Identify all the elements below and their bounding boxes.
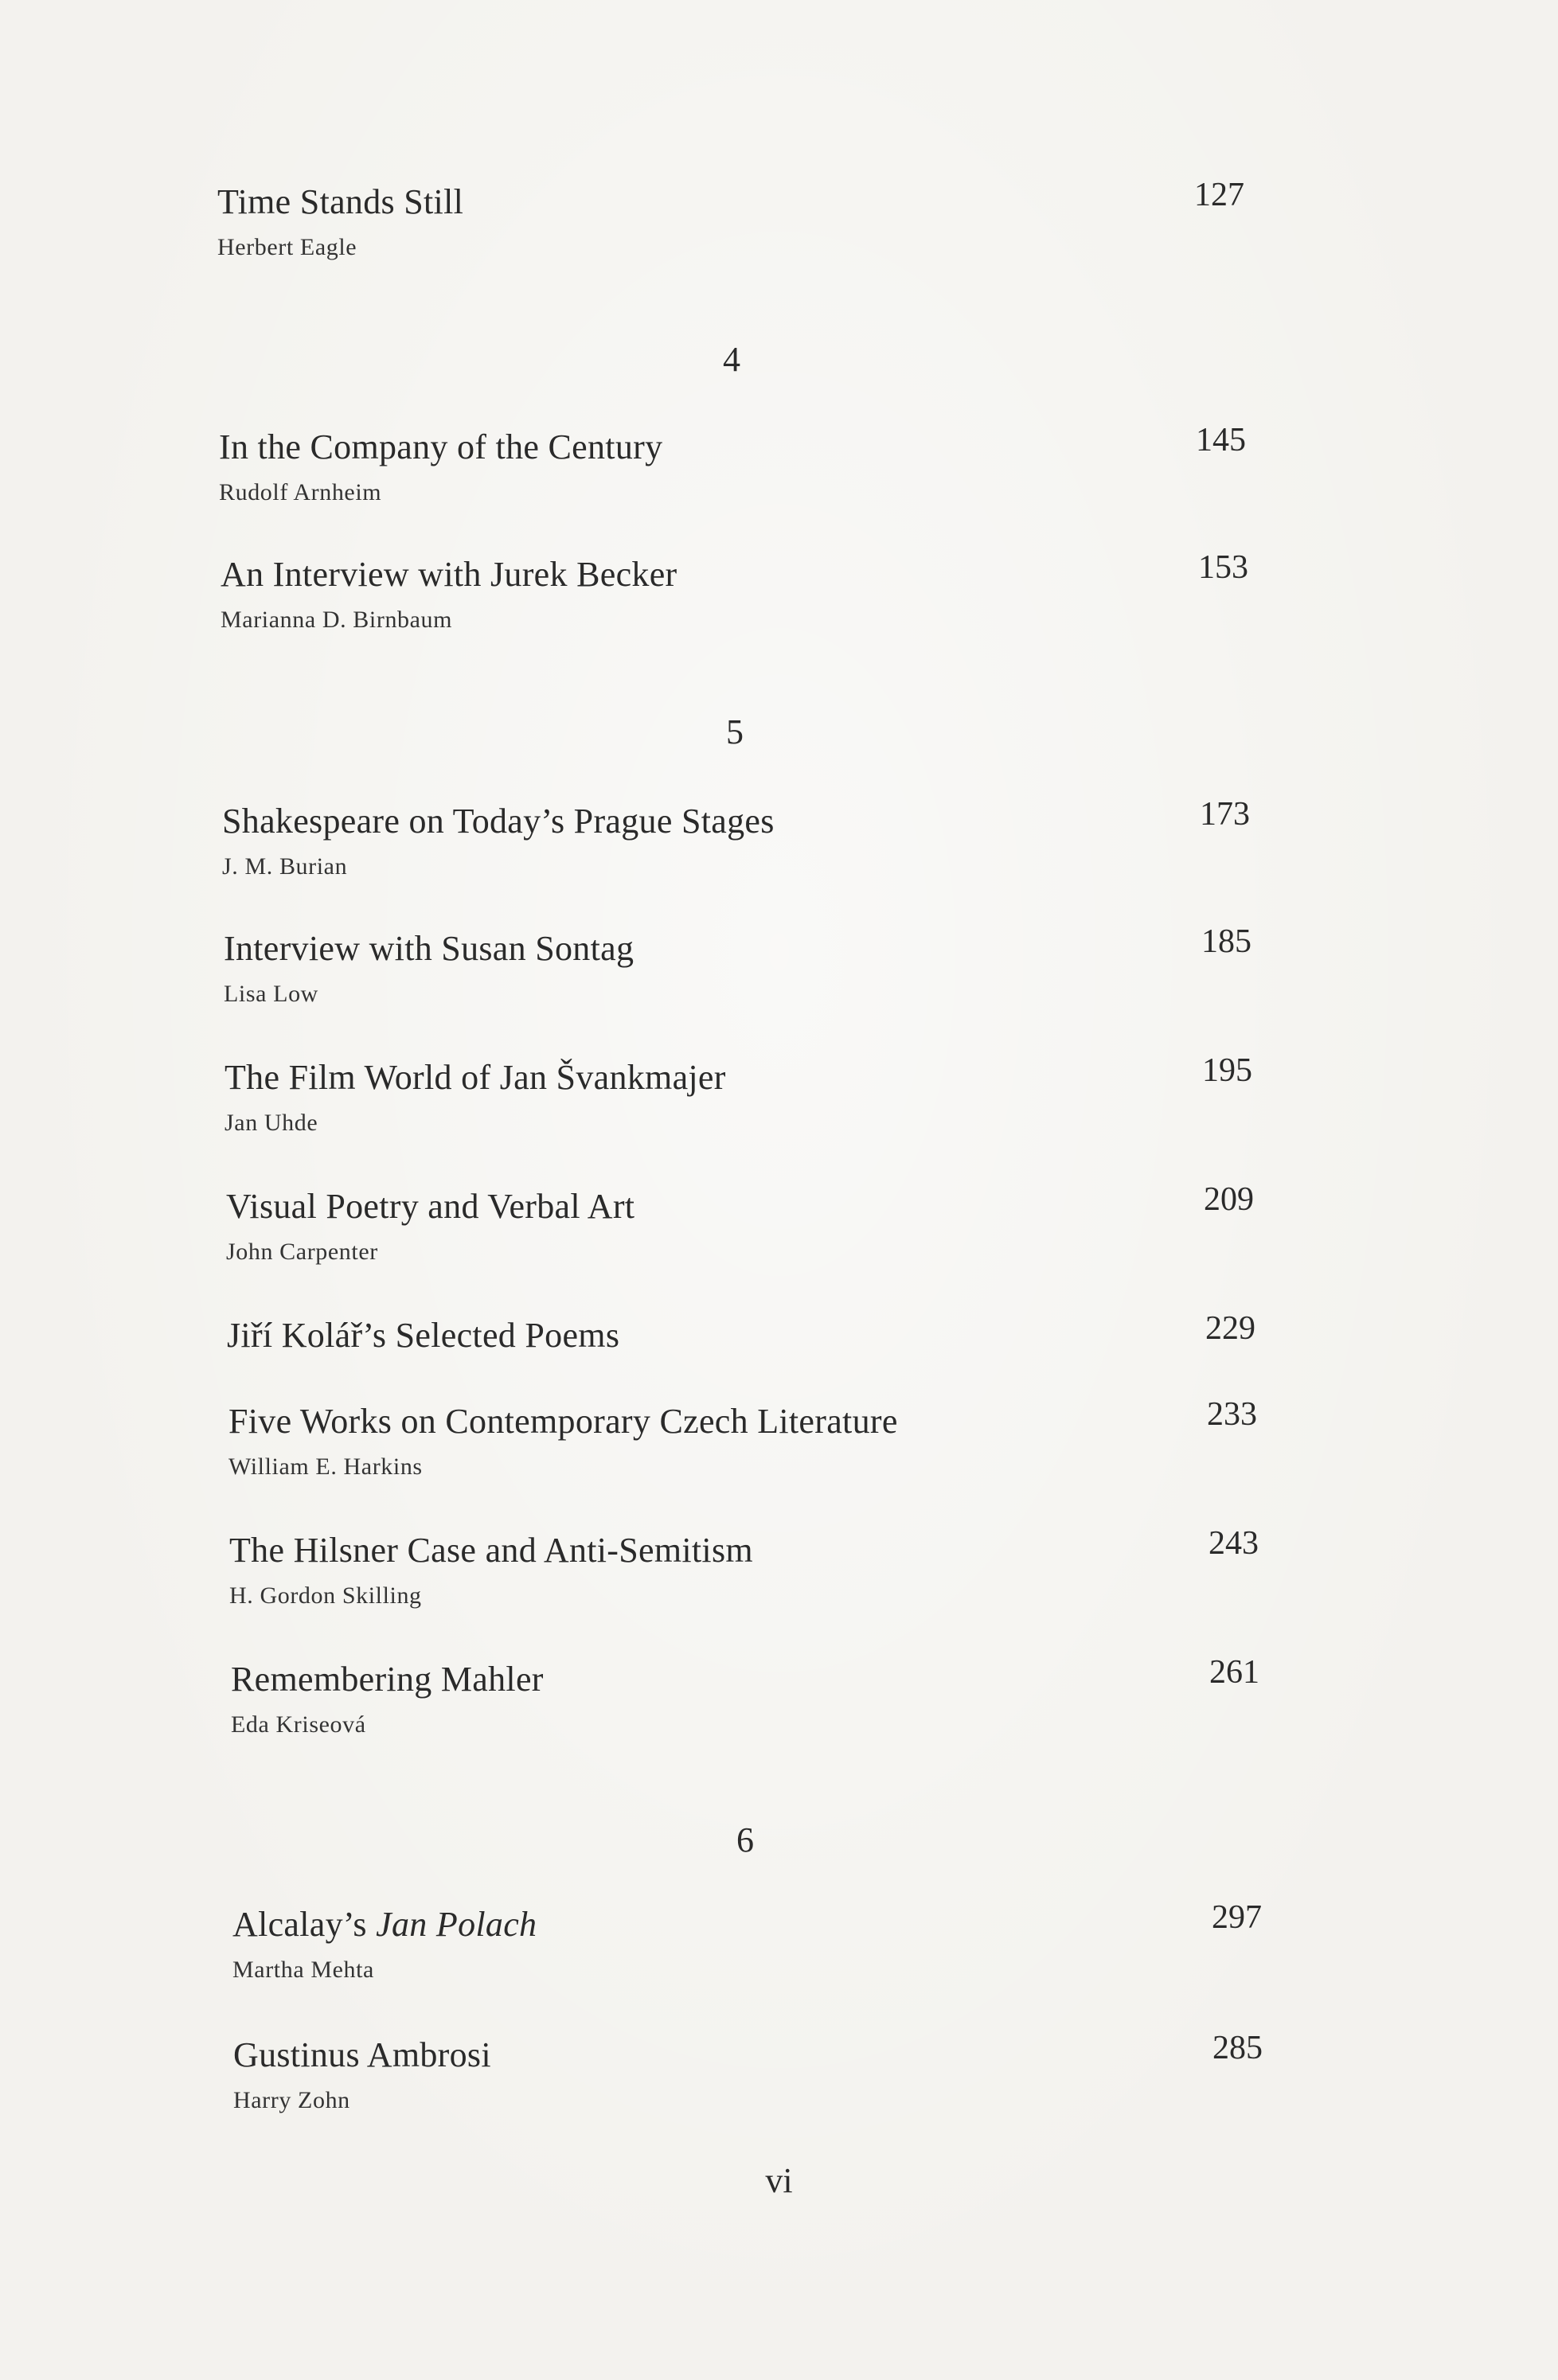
entry-title-italic: Jan Polach (376, 1905, 537, 1944)
entry-page-number: 209 (1204, 1181, 1254, 1218)
entry-author: John Carpenter (226, 1239, 378, 1265)
entry-page-number: 297 (1212, 1899, 1262, 1936)
entry-page-number: 233 (1207, 1396, 1257, 1433)
page-folio: vi (765, 2161, 793, 2200)
entry-author: Martha Mehta (232, 1957, 374, 1983)
entry-author: Harry Zohn (233, 2087, 350, 2113)
entry-title: Gustinus Ambrosi (233, 2035, 491, 2074)
entry-page-number: 195 (1202, 1052, 1252, 1089)
entry-title: The Film World of Jan Švankmajer (225, 1058, 726, 1097)
entry-page-number: 145 (1196, 422, 1246, 458)
entry-author: Marianna D. Birnbaum (221, 607, 453, 633)
entry-author: Rudolf Arnheim (219, 479, 382, 505)
entry-title: In the Company of the Century (219, 427, 663, 466)
entry-title: Interview with Susan Sontag (224, 929, 635, 968)
entry-author: William E. Harkins (228, 1453, 423, 1480)
entry-page-number: 243 (1209, 1525, 1259, 1562)
entry-author: Herbert Eagle (217, 234, 357, 260)
entry-title: Shakespeare on Today’s Prague Stages (222, 802, 775, 841)
entry-page-number: 153 (1198, 549, 1248, 586)
entry-title: Five Works on Contemporary Czech Literature (228, 1402, 898, 1441)
entry-title: Jiří Kolář’s Selected Poems (227, 1316, 620, 1355)
entry-author: Lisa Low (224, 981, 318, 1007)
section-number: 4 (723, 340, 740, 379)
entry-page-number: 229 (1205, 1310, 1255, 1347)
entry-title (232, 1907, 537, 1942)
entry-author: J. M. Burian (222, 853, 348, 880)
entry-title: The Hilsner Case and Anti-Semitism (229, 1531, 753, 1570)
entry-page-number: 173 (1200, 796, 1250, 833)
entry-title: Visual Poetry and Verbal Art (226, 1187, 635, 1226)
entry-page-number: 127 (1194, 177, 1244, 213)
entry-page-number: 261 (1209, 1654, 1259, 1691)
entry-author: H. Gordon Skilling (229, 1582, 422, 1609)
entry-title-prefix: Alcalay’s (232, 1905, 377, 1944)
section-number: 5 (726, 712, 744, 751)
entry-title: Time Stands Still (217, 182, 464, 221)
entry-page-number: 285 (1212, 2030, 1263, 2066)
entry-title: An Interview with Jurek Becker (221, 555, 677, 594)
section-number: 6 (736, 1820, 754, 1859)
entry-author: Eda Kriseová (231, 1711, 366, 1738)
entry-page-number: 185 (1201, 923, 1251, 960)
entry-title: Remembering Mahler (231, 1660, 544, 1699)
entry-author: Jan Uhde (225, 1110, 318, 1136)
